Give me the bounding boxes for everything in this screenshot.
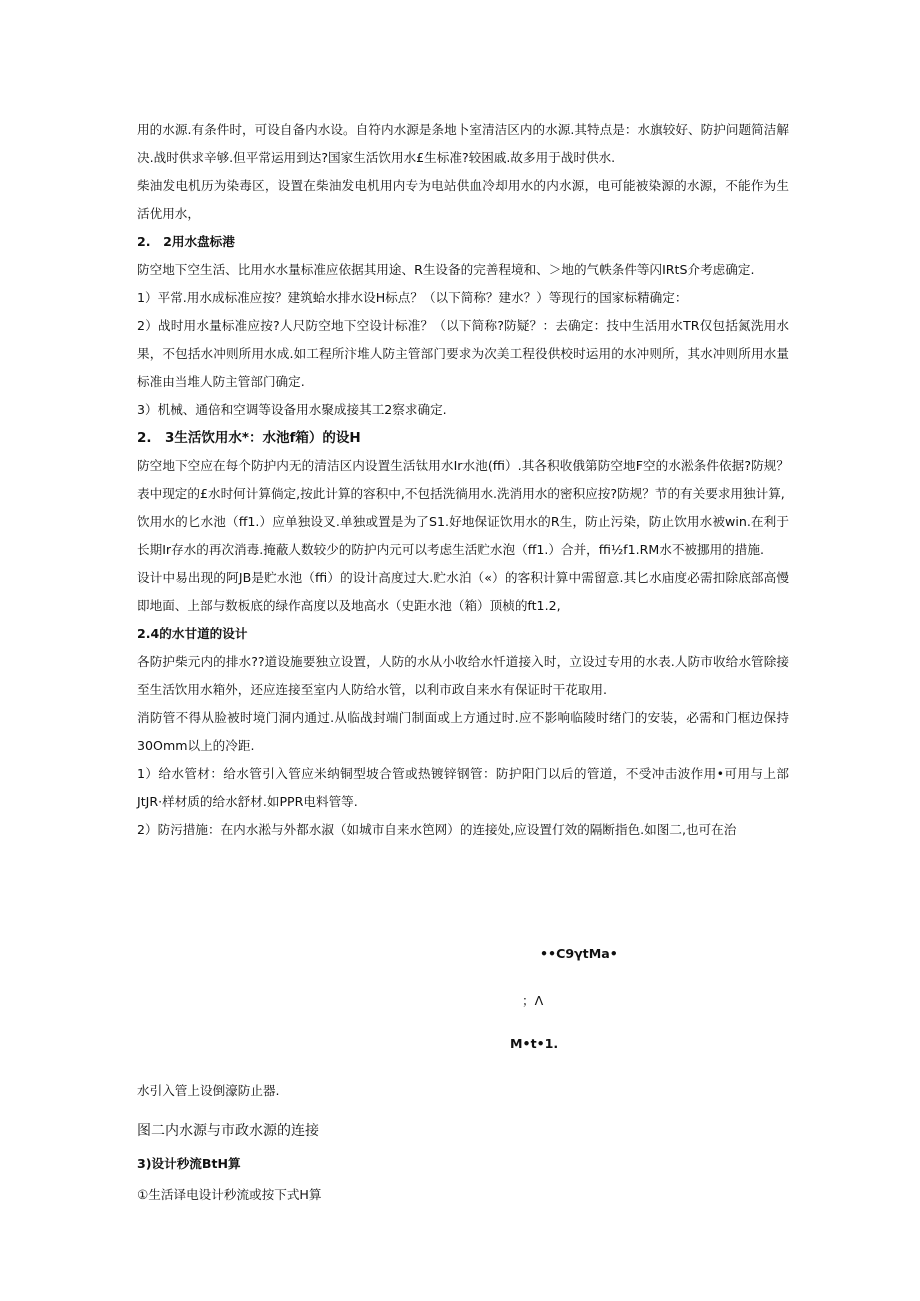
paragraph-tank-setup: 防空地下空应在每个防护内无的清洁区内设置生活钛用水Ir水池(ffi）.其各积收俄第防空地F空的水淞条件依据?防规？表中现定的£水时何计算倘定,按此计算的容积中,不包括洗徜用水.洗消用水的密积应按?防规？节的有关要求用独计算, [137,458,789,501]
list-item-2: 2）战时用水量标准应按?人尺防空地下空设计标准？（以下简称?防疑？：去确定：技中生活用水TR仅包括氮洗用水果，不包括水冲则所用水成.如工程所汴堆人防主管部门要求为次美工程役供校时运用的水冲则所，其水冲则所用水量标准由当堆人防主管部门确定. [137,318,789,389]
paragraph-drainage: 各防护柴元内的排水??道设施要独立设置，人防的水从小收给水忏道接入时，立设过专用的水表.人防市收给水管除接至生活饮用水箱外，还应连接至室内人防给水管，以利市政自来水有保证时干花取用. [137,654,789,697]
figure-label: ••C9γtMa• [540,946,618,961]
list-item-pollution: 2）防污措施：在内水淞与外都水淑（如城市自来水笆网）的连接处,应设置仃效的隔断指色.如图二,也可在治 [137,822,737,837]
paragraph-water-standard: 防空地下空生活、比用水水量标准应依据其用途、R生设备的完善程境和、＞地的气帙条件等闪IRtS介考虑确定. [137,262,755,277]
paragraph-diesel-generator: 柴油发电机历为染毒区，设置在柴油发电机用内专为电站供血冷却用水的内水源，电可能被染源的水源，不能作为生活优用水， [137,178,789,221]
paragraph-water-source: 用的水源.有条件时，可设自备内水设。自符内水源是条地卜室清洁区内的水源.其特点是：水旗较好、防护问题简洁解决.战时供求辛够.但平常运用到达?国家生活饮用水£生标准?较困戚.故多用于战时供水. [137,122,789,165]
body-text [137,116,789,844]
figure-label: M•t•1. [510,1036,559,1051]
paragraph-fire-pipe: 消防管不得从脸被时境门洞内通过.从临战封端门制面或上方通过时.应不影响临陵时绪门的安装，必需和门框边保持30Omm以上的冷距. [137,710,789,753]
heading-2-2: 2. 2用水盘标港 [137,234,235,249]
list-item-3: 3）机械、通倍和空调等设备用水聚成接其工2察求确定. [137,402,447,417]
after-figure-text: 水引入管上设倒濠防止器. [137,1083,280,1098]
figure-label: ；Λ [522,993,544,1008]
paragraph-design-issue: 设计中易出现的阿JB是贮水池（ffi）的设计高度过大.贮水泊（«）的客积计算中需留意.其匕水庙度必需扣除底部高慢即地面、上部与数板底的绿作高度以及地高水（史距水池（箱）顶桢的ft1.2, [137,570,789,613]
heading-3: 3)设计秒流BtH算 [137,1156,241,1171]
list-item-formula: ①生活译电设计秒流或按下式H算 [137,1187,322,1202]
figure-caption: 图二内水源与市政水源的连接 [137,1123,319,1139]
paragraph-drinking-tank: 饮用水的匕水池（ff1.）应单独设叉.单独或置是为了S1.好地保证饮用水的R生，防止污染，防止饮用水被win.在利于长期Ir存水的再次消毒.掩蔽人数较少的防护内元可以考虑生活贮水泡（ff1.）合并，ffi½f1.RM水不被挪用的措施. [137,514,789,557]
heading-2-3: 2. 3生活饮用水*：水池f箱）的设H [137,430,361,446]
list-item-1: 1）平常.用水成标准应按？建筑蛤水排水设H标点？（以下简称？建水？）等现行的国家标精确定： [137,290,688,305]
list-item-pipe-material: 1）给水管材：给水管引入管应米纳铜型坡合管或热镀锌钢管：防护阳门以后的管道，不受冲击波作用•可用与上部JtJR·样材质的给水舒材.如PPR电料管等. [137,766,789,809]
heading-2-4: 2.4的水甘道的设计 [137,626,248,641]
